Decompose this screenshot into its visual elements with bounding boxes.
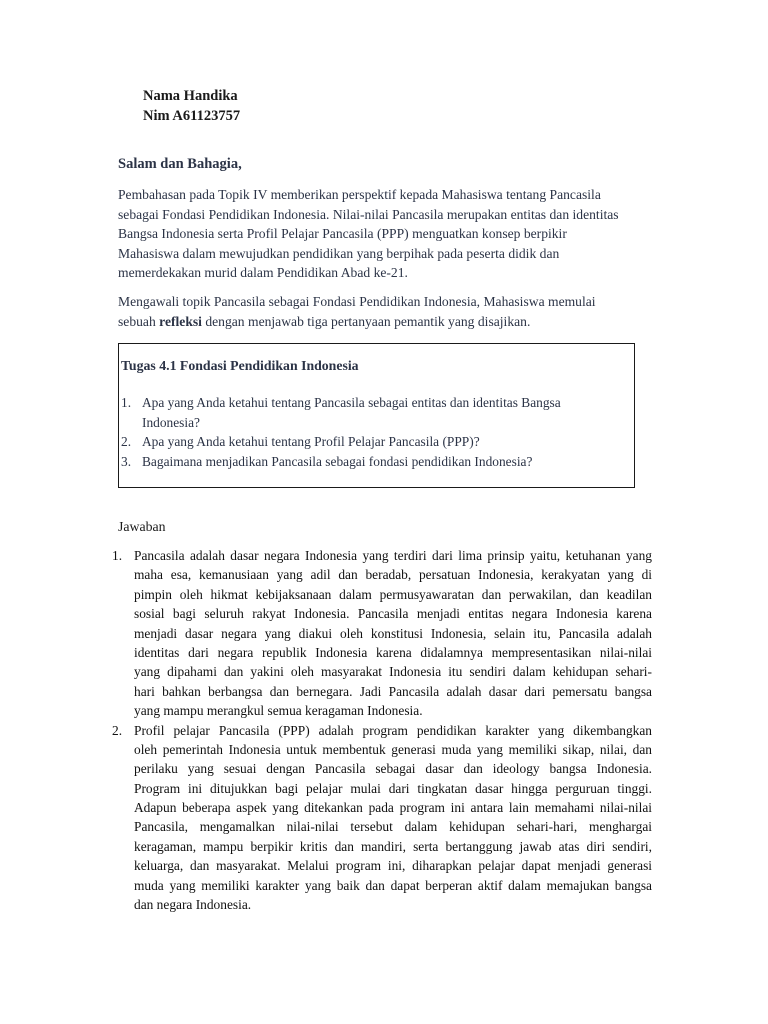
answer-line: yang dipahami dan yakini oleh masyarakat Indonesia itu sendiri dalam kehidupan sehari- [134,664,652,680]
answer-item [112,721,652,915]
greeting: Salam dan Bahagia, [118,156,242,172]
task-question-number: 2. [121,434,132,449]
intro-1-line: sebagai Fondasi Pendidikan Indonesia. Nilai-nilai Pancasila merupakan entitas dan identitas [118,206,619,222]
answer-line: dan negara Indonesia. [134,897,252,913]
answer-number: 1. [112,548,123,563]
answer-line: oleh pemerintah Indonesia untuk membentuk generasi muda yang memiliki sikap, nilai, dan [134,741,652,757]
task-question [121,393,621,432]
answer-line: Pancasila adalah dasar negara Indonesia yang terdiri dari lima prinsip yaitu, ketuhanan yang [134,548,652,563]
student-name: Nama Handika [143,88,238,104]
answer-line: keluarga, dan masyarakat. Melalui program ini, diharapkan pelajar dapat menjadi generasi [134,858,652,874]
answer-line: sosial bagi seluruh rakyat Indonesia. Pancasila menjadi entitas negara Indonesia karena [134,606,652,622]
task-question [121,452,621,472]
answer-line: Adapun beberapa aspek yang ditekankan pada program ini antara lain memahami nilai-nilai [134,800,652,816]
student-identity [143,86,240,126]
intro-2-text: sebuah [118,313,160,329]
intro-2-line: Mengawali topik Pancasila sebagai Fondasi Pendidikan Indonesia, Mahasiswa memulai [118,294,596,309]
task-question-number: 3. [121,453,132,469]
answer-list [112,546,652,914]
answer-line: pimpin oleh hikmat kebijaksanaan dalam permusyawaratan dan perwakilan, dan keadilan [134,586,652,602]
intro-2-text: dengan menjawab tiga pertanyaan pemantik yang disajikan. [201,313,531,329]
task-title: Tugas 4.1 Fondasi Pendidikan Indonesia [121,358,359,373]
answer-heading: Jawaban [118,519,166,534]
intro-1-line: Pembahasan pada Topik IV memberikan perspektif kepada Mahasiswa tentang Pancasila [118,187,601,202]
task-question-text: Indonesia? [142,414,201,430]
answer-line: yang mampu merangkul semua keragaman Indonesia. [134,703,423,719]
answer-line: maha esa, kemanusiaan yang adil dan beradab, persatuan Indonesia, kerakyatan yang di [134,567,652,583]
task-question [121,432,621,452]
intro-paragraph-2 [118,292,638,331]
student-nim: Nim A61123757 [143,108,241,124]
answer-line: hari bahkan berbangsa dan bernegara. Jadi Pancasila adalah dasar dari pemersatu bangsa [134,683,652,699]
task-question-text: Apa yang Anda ketahui tentang Pancasila sebagai entitas dan identitas Bangsa [142,395,561,410]
intro-1-line: Bangsa Indonesia serta Profil Pelajar Pancasila (PPP) menguatkan konsep berpikir [118,226,567,241]
answer-line: Profil pelajar Pancasila (PPP) adalah program pendidikan karakter yang dikembangkan [134,722,652,738]
intro-paragraph-1 [118,185,638,283]
answer-item [112,546,652,721]
answer-line: keragaman, mampu berpikir kritis dan mandiri, serta bertanggung jawab atas diri sendiri, [134,838,652,854]
task-question-list [121,393,621,471]
task-question-text: Apa yang Anda ketahui tentang Profil Pelajar Pancasila (PPP)? [142,434,480,449]
answer-number: 2. [112,722,123,738]
reflection-keyword: refleksi [159,313,202,329]
task-question-number: 1. [121,395,132,410]
answer-line: Pancasila, mengamalkan nilai-nilai tersebut dalam kehidupan sehari-hari, menghargai [134,819,652,835]
answer-line: muda yang memiliki karakter yang baik dan dapat berperan aktif dalam memajukan bangsa [134,877,652,893]
answer-line: Program ini ditujukkan bagi pelajar mulai dari tingkatan dasar hingga perguruan tinggi. [134,780,652,796]
answer-line: menjadi dasar negara yang diakui oleh konstitusi Indonesia, selain itu, Pancasila adalah [134,625,652,641]
answer-line: perilaku yang sesuai dengan Pancasila sebagai dasar dan ideology bangsa Indonesia. [134,761,652,777]
intro-1-line: memerdekakan murid dalam Pendidikan Abad ke-21. [118,265,408,280]
intro-2-line [118,312,638,332]
task-question-text: Bagaimana menjadikan Pancasila sebagai fondasi pendidikan Indonesia? [142,453,533,469]
task-box [118,343,635,488]
intro-1-line: Mahasiswa dalam mewujudkan pendidikan yang berpihak pada peserta didik dan [118,245,560,261]
answer-line: identitas dari negara republik Indonesia karena didalamnya mempresentasikan nilai-nilai [134,644,652,660]
